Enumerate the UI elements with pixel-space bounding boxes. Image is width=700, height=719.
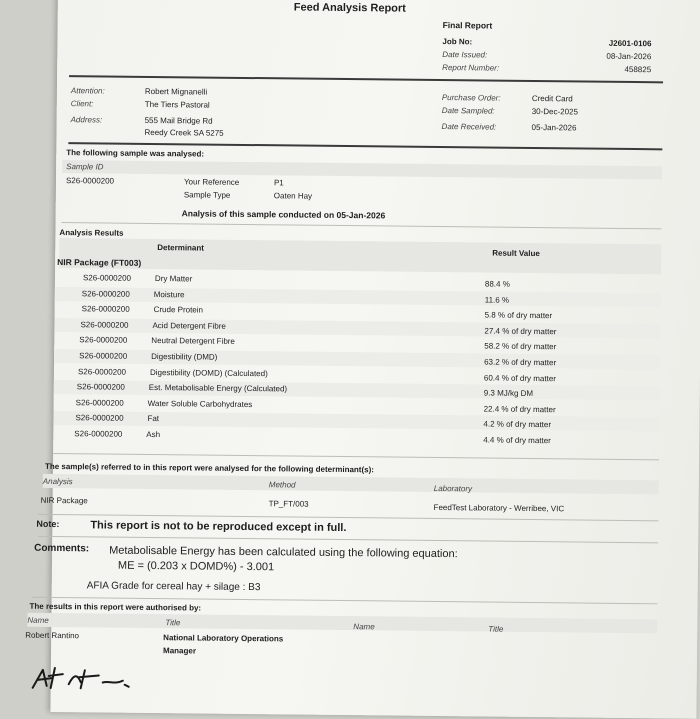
result-determinant: Acid Detergent Fibre [152, 320, 226, 331]
sample-id-label: Sample ID [66, 162, 104, 172]
signatory-title-line-1: National Laboratory Operations [163, 633, 284, 644]
name-column-header: Name [27, 615, 49, 625]
result-sample-id: S26-0000200 [75, 398, 124, 408]
result-value: 63.2 % of dry matter [484, 357, 557, 368]
laboratory-column-header: Laboratory [433, 483, 473, 494]
result-determinant: Est. Metabolisable Energy (Calculated) [148, 383, 288, 394]
purchase-order-value: Credit Card [531, 93, 573, 104]
divider [62, 222, 662, 229]
divider [69, 75, 663, 83]
row-stripe [54, 380, 660, 400]
me-equation: ME = (0.203 x DOMD%) - 3.001 [117, 559, 275, 574]
result-sample-id: S26-0000200 [76, 382, 125, 392]
result-sample-id: S26-0000200 [79, 335, 128, 346]
row-stripe [53, 411, 659, 431]
result-value: 60.4 % of dry matter [483, 373, 557, 383]
signature [29, 662, 149, 693]
laboratory-value: FeedTest Laboratory - Werribee, VIC [433, 502, 565, 514]
attention-value: Robert Mignanelli [144, 86, 208, 97]
job-no: J2601-0106 [608, 38, 652, 49]
result-value: 9.3 MJ/kg DM [483, 388, 534, 399]
note-label: Note: [36, 518, 60, 530]
row-stripe [54, 349, 660, 369]
row-stripe [54, 318, 660, 338]
report-number: 458825 [624, 64, 652, 75]
result-sample-id: S26-0000200 [82, 273, 132, 283]
result-determinant: Fat [147, 414, 160, 424]
divider [53, 453, 659, 460]
method-column-header: Method [268, 480, 296, 490]
date-received-value: 05-Jan-2026 [531, 122, 577, 133]
address-line-1: 555 Mail Bridge Rd [144, 115, 213, 126]
result-determinant: Crude Protein [153, 305, 204, 315]
name-column-header-2: Name [353, 622, 375, 632]
date-received-label: Date Received: [441, 122, 497, 132]
job-no-label: Job No: [442, 37, 473, 47]
client-label: Client: [70, 99, 94, 109]
determinant-header: Determinant [157, 243, 205, 253]
comments-label: Comments: [34, 542, 90, 555]
reference-value: P1 [273, 178, 284, 188]
result-value: 5.8 % of dry matter [484, 310, 553, 321]
result-sample-id: S26-0000200 [80, 320, 129, 330]
date-sampled-label: Date Sampled: [441, 106, 495, 116]
report-page [25, 0, 700, 719]
authorised-header-band [27, 613, 657, 634]
result-sample-id: S26-0000200 [77, 366, 127, 377]
result-determinant: Water Soluble Carbohydrates [147, 398, 253, 409]
client-value: The Tiers Pastoral [144, 99, 210, 110]
row-stripe [55, 287, 661, 307]
result-sample-id: S26-0000200 [79, 351, 128, 361]
address-line-2: Reedy Creek SA 5275 [144, 127, 224, 138]
title-column-header: Title [165, 618, 181, 628]
analysis-column-header: Analysis [42, 476, 73, 487]
report-number-label: Report Number: [442, 63, 500, 73]
result-sample-id: S26-0000200 [81, 304, 130, 314]
afia-grade: AFIA Grade for cereal hay + silage : B3 [86, 580, 261, 594]
date-issued: 08-Jan-2026 [606, 51, 652, 62]
signatory-title-line-2: Manager [163, 646, 197, 656]
sample-id-band [62, 160, 662, 179]
title-column-header-2: Title [488, 624, 504, 634]
result-sample-id: S26-0000200 [75, 413, 124, 424]
date-issued-label: Date Issued: [442, 50, 488, 60]
report-status: Final Report [442, 20, 493, 31]
result-value: 58.2 % of dry matter [484, 341, 557, 352]
result-value: 22.4 % of dry matter [483, 404, 556, 415]
note-text: This report is not to be reproduced except in full. [90, 519, 347, 535]
attention-label: Attention: [70, 86, 105, 96]
result-determinant: Dry Matter [154, 274, 193, 284]
result-value: 4.2 % of dry matter [483, 419, 552, 430]
authorised-heading: The results in this report were authorised by: [29, 601, 202, 613]
method-value: TP_FT/003 [268, 499, 309, 509]
result-determinant: Moisture [153, 289, 185, 299]
sample-type-label: Sample Type [183, 190, 231, 200]
reference-label: Your Reference [183, 177, 240, 187]
methods-heading: The sample(s) referred to in this report were analysed for the following determinant(s): [44, 461, 374, 475]
results-header-band [59, 238, 661, 274]
result-value-header: Result Value [492, 248, 540, 259]
report-title: Feed Analysis Report [293, 1, 406, 15]
result-value: 11.6 % [484, 295, 510, 305]
comments-line-1: Metabolisable Energy has been calculated using the following equation: [109, 544, 458, 561]
result-determinant: Neutral Detergent Fibre [151, 336, 235, 347]
result-determinant: Digestibility (DOMD) (Calculated) [149, 367, 268, 378]
result-sample-id: S26-0000200 [74, 429, 123, 439]
sample-id: S26-0000200 [65, 176, 115, 186]
result-value: 88.4 % [484, 279, 510, 289]
sample-heading: The following sample was analysed: [66, 148, 205, 159]
analysis-value: NIR Package [40, 495, 88, 506]
result-value: 27.4 % of dry matter [484, 326, 557, 337]
address-label: Address: [70, 115, 103, 125]
signatory-name: Robert Rantino [25, 630, 80, 641]
result-sample-id: S26-0000200 [81, 288, 130, 299]
result-determinant: Digestibility (DMD) [151, 351, 218, 362]
package-name: NIR Package (FT003) [57, 257, 142, 268]
results-section-label: Analysis Results [59, 228, 124, 238]
divider [38, 536, 658, 543]
date-sampled-value: 30-Dec-2025 [531, 106, 579, 117]
result-determinant: Ash [146, 429, 161, 440]
methods-header-band [43, 474, 659, 494]
analysis-date-heading: Analysis of this sample conducted on 05-Jan-2026 [181, 208, 386, 221]
purchase-order-label: Purchase Order: [441, 93, 501, 103]
result-value: 4.4 % of dry matter [483, 435, 551, 446]
sample-type-value: Oaten Hay [273, 191, 313, 201]
